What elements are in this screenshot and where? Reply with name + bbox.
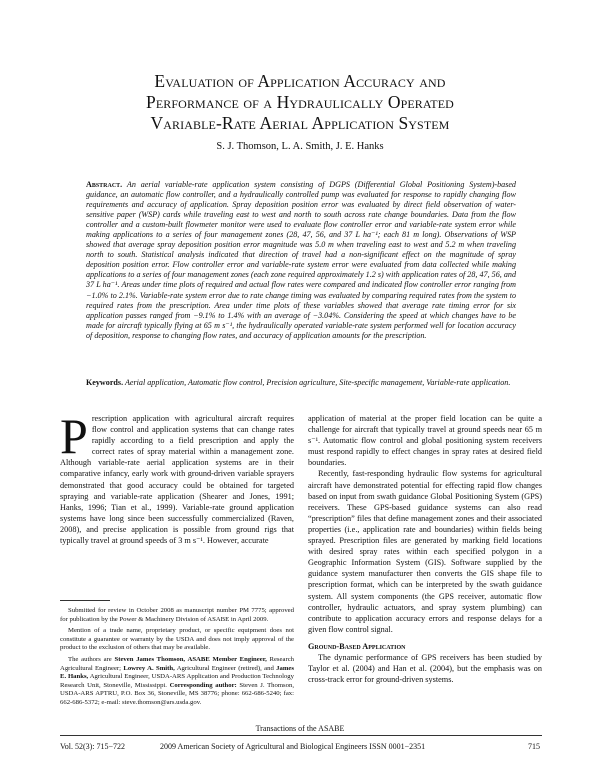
copyright-line: 2009 American Society of Agricultural and Biological Engineers ISSN 0001−2351 (160, 742, 426, 751)
title-line-1: Evaluation of Application Accuracy and (154, 71, 446, 91)
footnote-disclaimer: Mention of a trade name, proprietary product, or specific equipment does not constitute a guarantee or warranty by the USDA and does not imply approval of the product to the exclusion of others that may be available. (60, 627, 294, 652)
title-line-3: Variable-Rate Aerial Application System (150, 113, 450, 133)
paragraph-1: application of material at the proper field location can be quite a challenge for aircraft that typically travel at ground speeds near 65 m s⁻¹. Automatic flow control and global positioning system receivers must respond rapidly to effect changes in spray rates at desired field boundaries. (308, 414, 542, 468)
keywords-text: Aerial application, Automatic flow control, Precision agriculture, Site-specific management, Variable-rate application. (124, 378, 511, 387)
right-column (308, 413, 542, 685)
page-number: 715 (528, 742, 540, 751)
volume-info: Vol. 52(3): 715−722 (60, 742, 126, 751)
abstract (86, 180, 516, 341)
footer-rule (60, 735, 542, 736)
paragraph-3: The dynamic performance of GPS receivers has been studied by Taylor et al. (2004) and Han et al. (2004), but the emphasis was on cross-track error for ground-driven systems. (308, 652, 542, 685)
keywords (86, 378, 516, 388)
journal-name: Transactions of the ASABE (255, 724, 345, 733)
intro-paragraph (60, 408, 294, 546)
paragraph-2: Recently, fast-responding hydraulic flow systems for agricultural aircraft have demonstrated potential for effecting rapid flow changes based on input from swath guidance Global Positioning System (GPS) receivers. These GPS-based guidance systems can also read “prescription” files that define management zones and their associated properties (i.e., application rate and boundaries) within fields being sprayed. Prescription files are generated by marking field locations with desired spray rates within each specified polygon in a Geographic Information System (GIS). Software supplied by the guidance system manufacturer then converts the GIS shape file to prescription format, which can be interpreted by the swath guidance system. All system components (the GPS receiver, automatic flow controller, hydraulic actuators, and spray system plumbing) can contribute to application accuracy errors and response delays for a given flow control signal. (308, 469, 542, 634)
footnote-authors: The authors are Steven James Thomson, ASABE Member Engineer, Research Agricultural Engineer; Lowrey A. Smith, Agricultural Engineer (retired), and James E. Hanks, Agricultural Engineer, USDA-ARS Application and Production Technology Research Unit, Stoneville, Mississippi. Corresponding author: Steven J. Thomson, USDA-ARS APTRU, P.O. Box 36, Stoneville, MS 38776; phone: 662-686-5240; fax: 662-686-5372; e-mail: steve.thomson@ars.usda.gov. (60, 655, 295, 706)
section-heading: Ground-Based Application (308, 641, 406, 651)
keywords-label: Keywords. (86, 378, 124, 387)
abstract-text: An aerial variable-rate application system consisting of DGPS (Differential Global Positioning System)-based guidance, an automatic flow controller, and a hydraulically controlled pump was evaluated for response to rapidly changing flow requirements and accuracy of application. Spray deposition position error was evaluated by direct field observation of water-sensitive paper (WSP) cards while traveling east to west and north to south across rate change boundaries. Data from the flow controller and a custom-built flowmeter monitor were used to evaluate flow controller error and variable-rate system error while making applications to a series of four management zones (28, 47, 56, and 37 L ha⁻¹; each 81 m long). Observations of WSP showed that average spray deposition position error magnitude was 5.0 m when traveling east to west and 5.2 m when traveling north to south. Statistical analysis indicated that direction of travel had a non-significant effect on the magnitude of spray deposition position error. Flow controller error and variable-rate system error were evaluated from data collected while making applications to a series of four management zones (each zone required approximately 1.2 s) with application rates of 28, 47, 56, and 37 L ha⁻¹. Areas under time plots of required and actual flow rates were compared and indicated flow controller error ranging from −1.0% to 2.1%. Variable-rate system error due to rate change timing was evaluated by comparing required rates from the system to required rates from the prescription. Area under time plots of these variables showed that average rate timing error for six application passes ranged from −9.1% to 1.4% with an average of −3.04%. Considering the speed at which changes have to be made for aircraft typically flying at 65 m s⁻¹, the hydraulically operated variable-rate system performed well for location accuracy of deposition, response to changing flow rates, and accuracy of application amounts for the prescription. (86, 180, 516, 340)
intro-text: rescription application with agricultural aircraft requires flow control and application systems that can change rates rapidly according to a field prescription and apply the correct rates of spray material within a management zone. Although variable-rate aerial application systems are in their comparative infancy, early work with ground-driven variable sprayers demonstrated that good accuracy could be obtained for targeted spraying and variable-rate application (Shearer and Jones, 1991; Hanks, 1996; Tian et al., 1999). Variable-rate ground application systems have long since been successfully commercialized (Raven, 2008), and precise application is possible from ground rigs that typically travel at ground speeds of 3 m s⁻¹. However, accurate (60, 414, 294, 546)
abstract-label: Abstract. (86, 180, 123, 189)
footnote-rule (60, 600, 110, 601)
drop-cap: P (60, 408, 88, 464)
footnote-submitted: Submitted for review in October 2008 as manuscript number PM 7775; approved for publication by the Power & Machinery Division of ASABE in April 2009. (60, 607, 294, 623)
author-list: S. J. Thomson, L. A. Smith, J. E. Hanks (216, 141, 384, 152)
left-column (60, 408, 294, 546)
footnote-email: Steven J. Thomson, USDA-ARS APTRU, P.O. Box 36, Stoneville, MS 38776; phone: 662-686-5240; fax: 662-686-5372; e-mail: steve.thomson@ars.usda.gov. (60, 681, 295, 706)
paper-title (60, 71, 540, 134)
title-line-2: Performance of a Hydraulically Operated (146, 92, 454, 112)
footnotes (60, 607, 294, 711)
